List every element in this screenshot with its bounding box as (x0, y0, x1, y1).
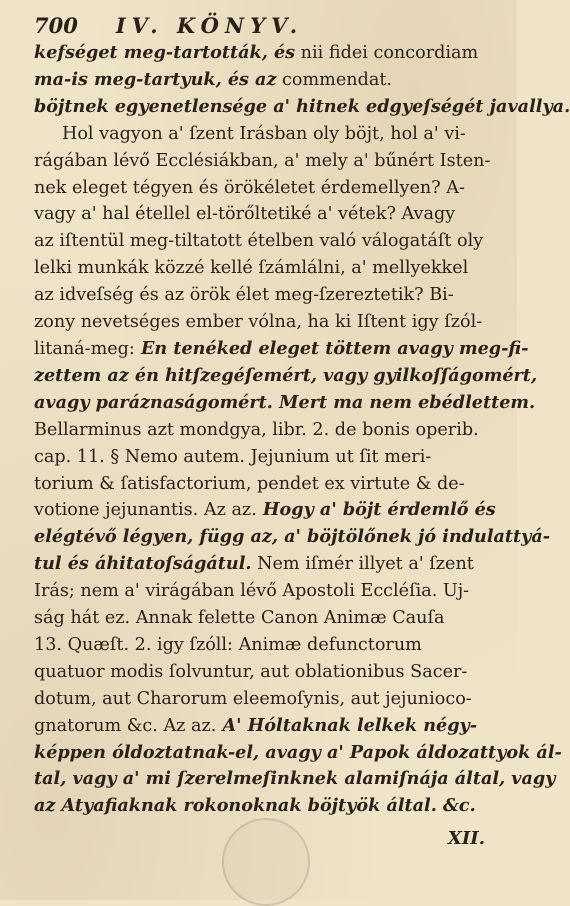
library-stamp (222, 818, 310, 906)
roman-segment: litaná-meg: (34, 338, 135, 359)
italic-segment: képpen óldoztatnak-el, avagy a' Papok áldozattyok ál- (34, 741, 562, 763)
text-line (34, 390, 536, 417)
roman-segment: nii fidei concordiam (295, 43, 479, 63)
text-line (34, 659, 499, 686)
text-line (34, 524, 551, 551)
italic-segment: En tenéked eleget töttem avagy meg-fi- (134, 337, 529, 359)
italic-segment: tul és áhitatoſságátul. (34, 553, 252, 575)
roman-segment: vagy a' hal étellel el-törőltetiké a' vétek? Avagy (34, 204, 456, 225)
text-line (34, 713, 499, 740)
text-line (34, 148, 499, 175)
text-line (34, 94, 570, 121)
roman-segment: quatuor modis ſolvuntur, aut oblationibus Sacer- (34, 661, 468, 682)
italic-segment: avagy paráznaságomért. Mert ma nem ebédlettem. (34, 391, 536, 413)
text-line (34, 766, 556, 793)
text-line (34, 255, 499, 282)
roman-segment: ság hát ez. Annak felette Canon Animæ Cauſa (34, 608, 445, 629)
catchword: XII. (447, 828, 485, 850)
roman-segment: az idveſség és az örök élet meg-ſzereztetik? Bi- (34, 285, 454, 306)
roman-segment: lelki munkák közzé kellé ſzámlálni, a' mellyekkel (34, 258, 469, 279)
text-line (34, 363, 538, 390)
text-line (34, 551, 499, 578)
roman-segment: Nem iſmér illyet a' ſzent (251, 554, 474, 575)
roman-segment: nek eleget tégyen és örökéletet érdemellyen? A- (34, 177, 465, 198)
italic-segment: zettem az én hitſzegéſemért, vagy gyilkoſſágomért, (34, 364, 538, 386)
text-line (34, 632, 499, 659)
text-line (34, 578, 499, 605)
text-line (34, 201, 499, 228)
text-line (34, 309, 499, 336)
roman-segment: commendat. (276, 69, 393, 90)
roman-segment: rágában lévő Ecclésiákban, a' mely a' bűnért Isten- (34, 150, 491, 171)
roman-segment: Bellarminus azt mondgya, libr. 2. de bonis operib. (34, 419, 479, 440)
text-line (34, 121, 499, 148)
body-text (34, 40, 570, 820)
page-number: 700 (34, 13, 78, 38)
text-line (34, 282, 499, 309)
roman-segment: az iſtentül meg-tiltatott ételben való válogatáſt oly (34, 231, 484, 252)
roman-segment: gnatorum &c. Az az. (34, 715, 217, 736)
roman-segment: dotum, aut Charorum eleemoſynis, aut jejunioco- (34, 688, 472, 709)
text-line (34, 175, 499, 202)
roman-segment: 13. Quæſt. 2. igy ſzóll: Animæ defunctorum (34, 634, 422, 655)
text-line (34, 67, 499, 94)
text-line (34, 686, 499, 713)
text-line (34, 336, 529, 363)
roman-segment: Irás; nem a' virágában lévő Apostoli Eccléſia. Uj- (34, 581, 470, 602)
italic-segment: kefséget meg-tartották, és (34, 42, 296, 63)
text-line (34, 740, 562, 767)
italic-segment: az Atyafiaknak rokonoknak böjtyök által. &c. (34, 795, 476, 817)
text-line (34, 497, 499, 524)
italic-segment: tal, vagy a' mi ſzerelmeſinknek alamiſnája által, vagy (34, 768, 556, 790)
italic-segment: elégtévő légyen, függ az, a' böjtölőnek jó indulattyá- (34, 526, 551, 548)
text-line (34, 40, 499, 67)
text-line (34, 417, 499, 444)
roman-segment: Hol vagyon a' ſzent Irásban oly böjt, hol a' vi- (62, 123, 466, 144)
text-line (34, 444, 499, 471)
text-line (34, 228, 499, 255)
roman-segment: torium & ſatisfactorium, pendet ex virtute & de- (34, 473, 465, 494)
roman-segment: cap. 11. § Nemo autem. Jejunium ut ſit meri- (34, 446, 432, 467)
text-line (34, 793, 499, 820)
roman-segment: votione jejunantis. Az az. (34, 500, 257, 521)
page-header (34, 14, 499, 38)
italic-segment: ma-is meg-tartyuk, és az (34, 68, 277, 90)
text-line (34, 605, 499, 632)
running-head: IV. KÖNYV. (115, 13, 304, 38)
text-line (34, 471, 499, 498)
roman-segment: zony nevetséges ember vólna, ha ki Iſtent igy ſzól- (34, 312, 483, 333)
italic-segment: A' Hóltaknak lelkek négy- (216, 714, 478, 736)
italic-segment: böjtnek egyenetlensége a' hitnek edgyeſségét javallya. (34, 95, 570, 117)
italic-segment: Hogy a' böjt érdemlő és (256, 499, 496, 521)
